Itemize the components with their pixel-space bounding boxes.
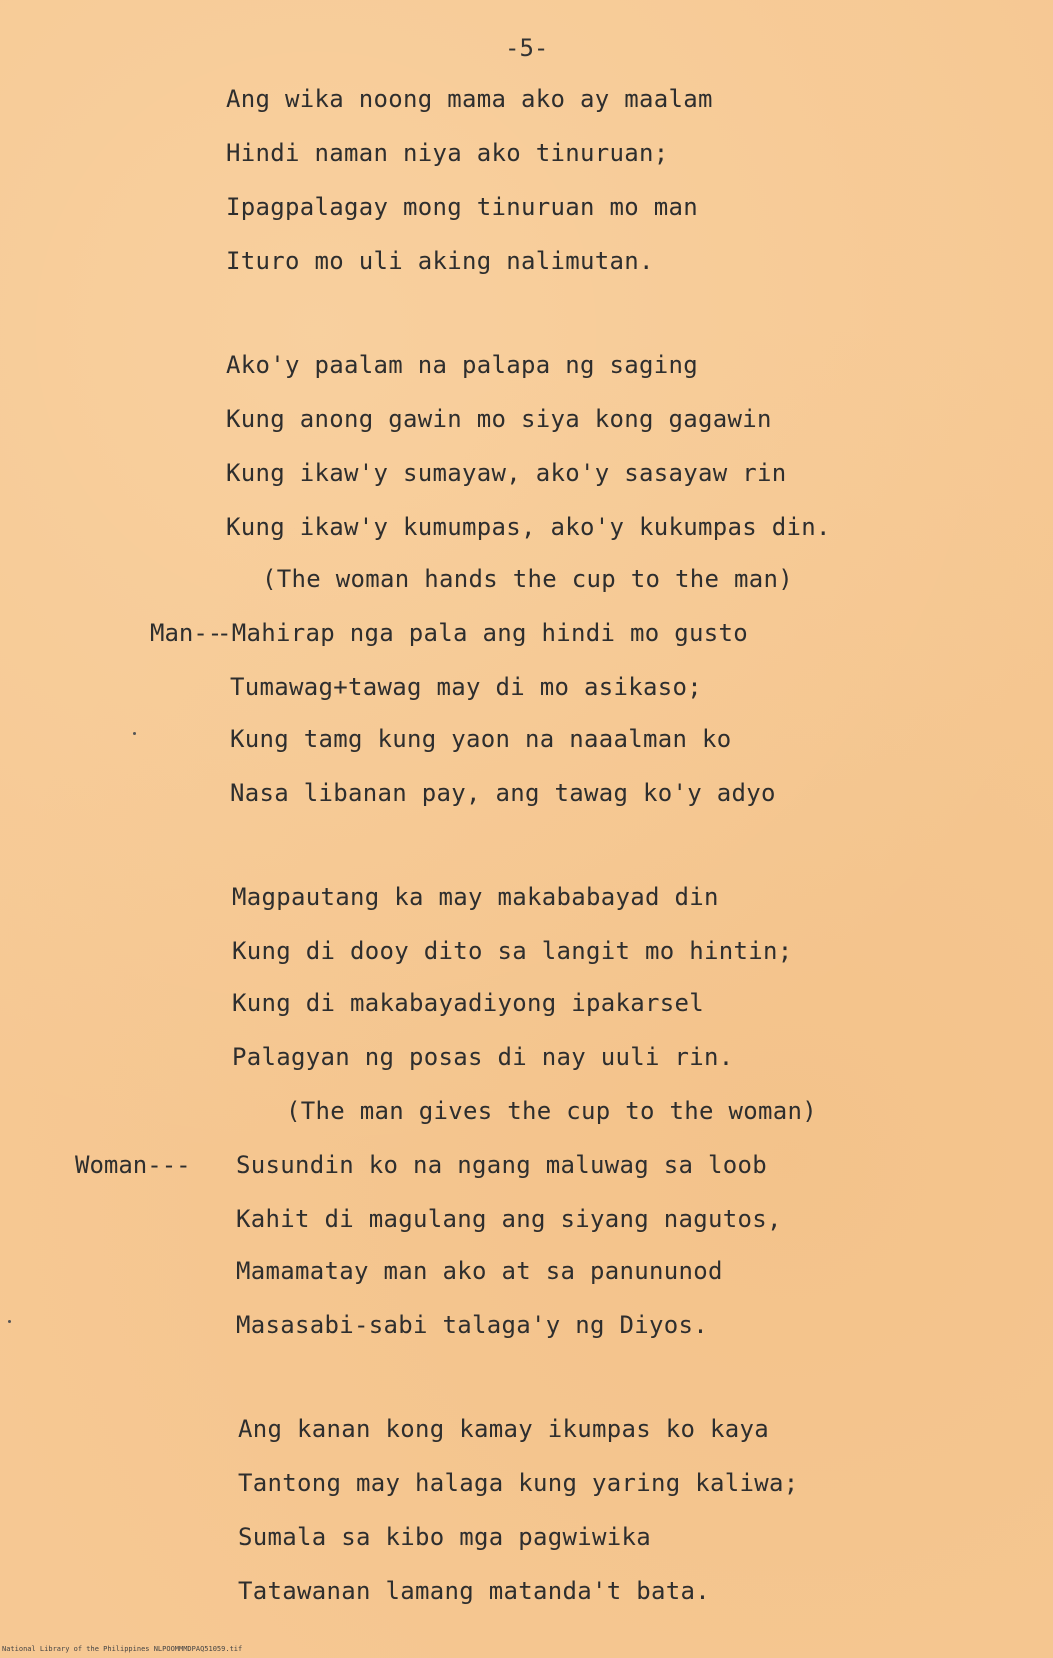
verse-line: Tatawanan lamang matanda't bata. xyxy=(238,1577,710,1605)
verse-line: Palagyan ng posas di nay uuli rin. xyxy=(232,1043,734,1071)
page-number: -5- xyxy=(505,34,549,62)
verse-line: Susundin ko na ngang maluwag sa loob xyxy=(236,1151,767,1179)
speaker-label-man: Man-- xyxy=(150,619,223,647)
paper-speck xyxy=(133,732,136,735)
verse-line: Kung di dooy dito sa langit mo hintin; xyxy=(232,937,793,965)
verse-line: Kahit di magulang ang siyang nagutos, xyxy=(236,1205,782,1233)
verse-line: Nasa libanan pay, ang tawag ko'y adyo xyxy=(230,779,776,807)
archive-footer: National Library of the Philippines NLPOOMMMDPAQ51059.tif xyxy=(2,1645,243,1653)
stage-direction: (The man gives the cup to the woman) xyxy=(286,1097,817,1125)
verse-line: Tantong may halaga kung yaring kaliwa; xyxy=(238,1469,799,1497)
verse-line: Ako'y paalam na palapa ng saging xyxy=(226,351,698,379)
verse-line: Magpautang ka may makababayad din xyxy=(232,883,719,911)
verse-line: Kung di makabayadiyong ipakarsel xyxy=(232,989,704,1017)
verse-line: Tumawag+tawag may di mo asikaso; xyxy=(230,673,702,701)
verse-line: Masasabi-sabi talaga'y ng Diyos. xyxy=(236,1311,708,1339)
verse-line: Kung tamg kung yaon na naaalman ko xyxy=(230,725,732,753)
stage-direction: (The woman hands the cup to the man) xyxy=(262,565,793,593)
verse-line: Ituro mo uli aking nalimutan. xyxy=(226,247,654,275)
verse-line: Ang kanan kong kamay ikumpas ko kaya xyxy=(238,1415,769,1443)
verse-line: Ang wika noong mama ako ay maalam xyxy=(226,85,713,113)
paper-speck xyxy=(8,1320,11,1323)
verse-line: Kung anong gawin mo siya kong gagawin xyxy=(226,405,772,433)
verse-line: Sumala sa kibo mga pagwiwika xyxy=(238,1523,651,1551)
verse-line: Ipagpalagay mong tinuruan mo man xyxy=(226,193,698,221)
speaker-label-woman: Woman--- xyxy=(75,1151,191,1179)
verse-line: Kung ikaw'y kumumpas, ako'y kukumpas din. xyxy=(226,513,831,541)
verse-line: Kung ikaw'y sumayaw, ako'y sasayaw rin xyxy=(226,459,787,487)
verse-line: Mamamatay man ako at sa panununod xyxy=(236,1257,723,1285)
verse-line: Hindi naman niya ako tinuruan; xyxy=(226,139,669,167)
verse-line: -Mahirap nga pala ang hindi mo gusto xyxy=(217,619,748,647)
